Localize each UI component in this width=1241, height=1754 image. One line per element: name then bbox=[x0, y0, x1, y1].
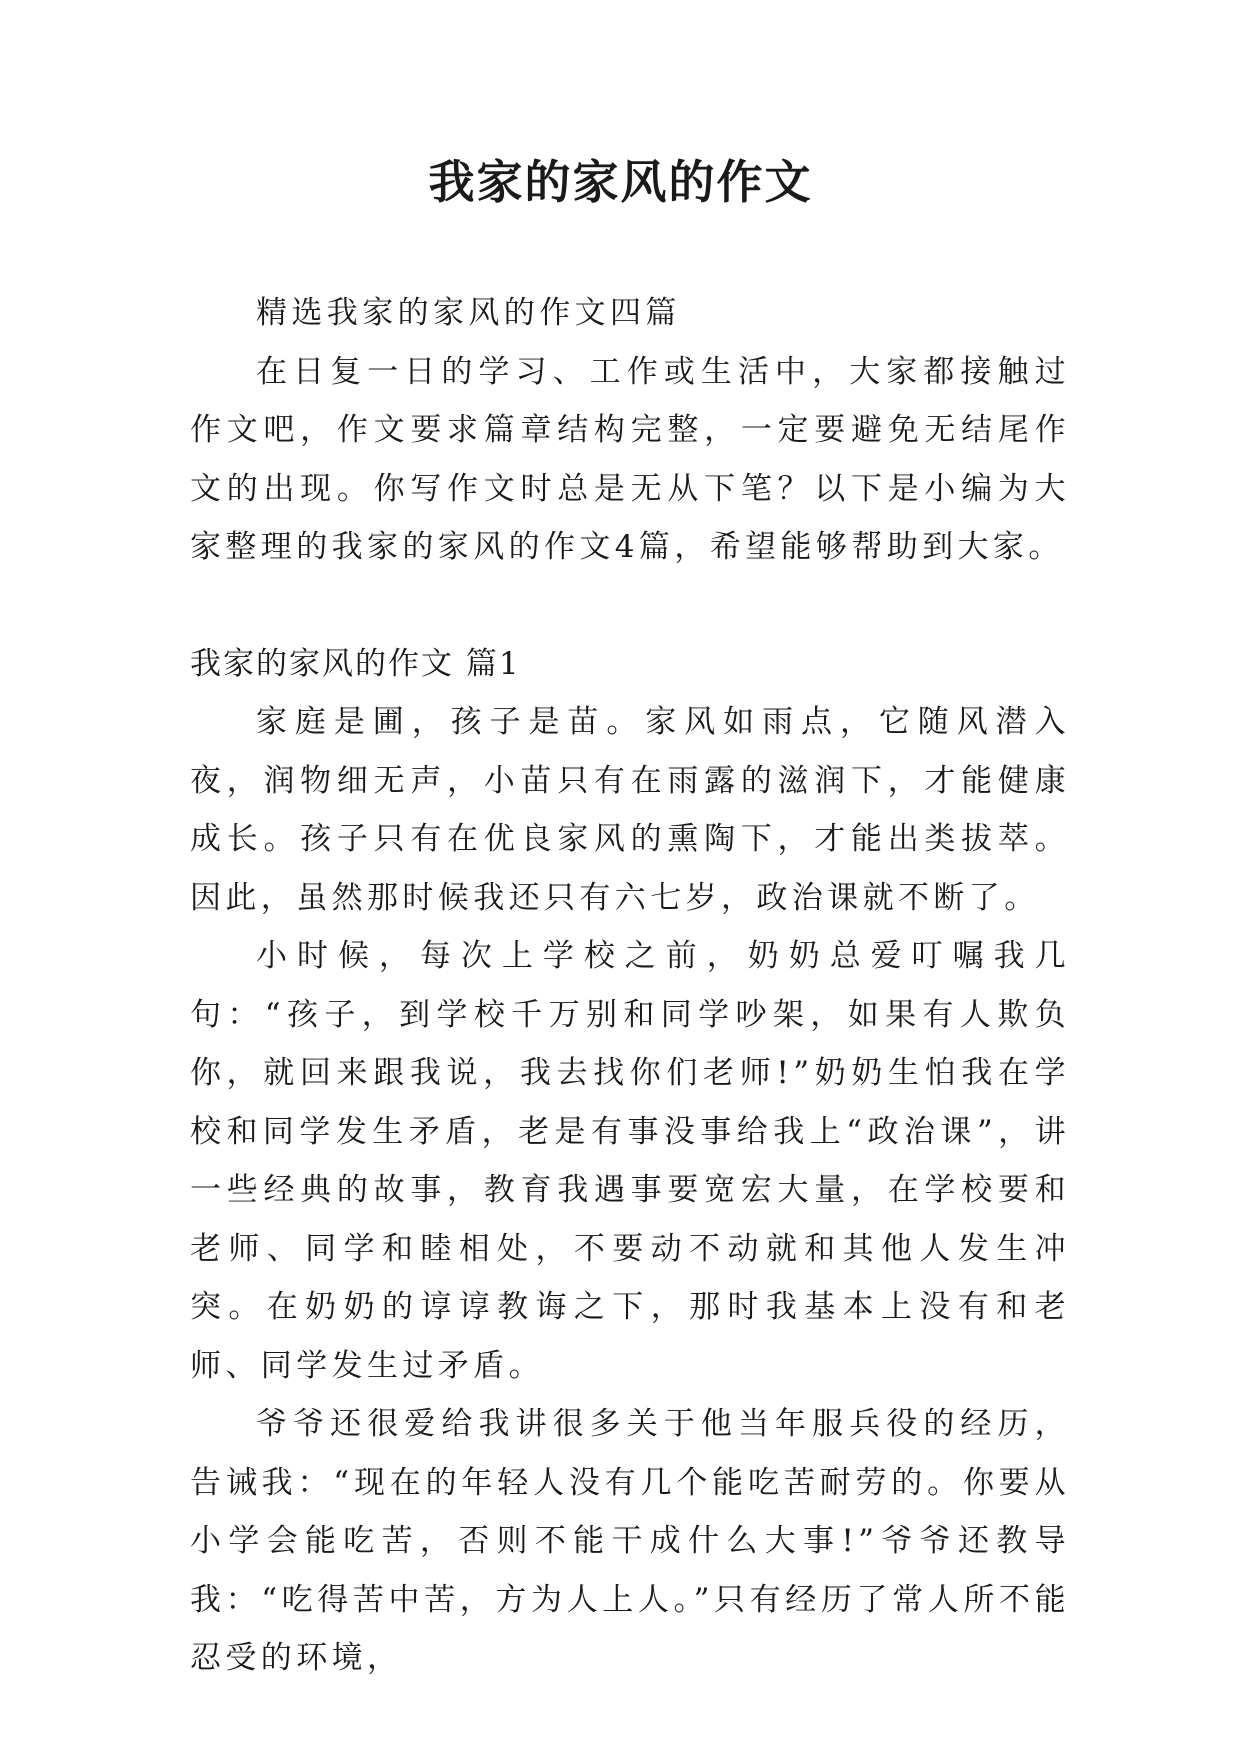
document-title: 我家的家风的作文 bbox=[428, 155, 813, 209]
intro-paragraph: 在日复一日的学习、工作或生活中，大家都接触过作文吧，作文要求篇章结构完整，一定要避免无结尾作文的出现。你写作文时总是无从下笔？以下是小编为大家整理的我家的家风的作文4篇，希望能够帮助到大家。 bbox=[190, 353, 1070, 565]
body-paragraph-3: 爷爷还很爱给我讲很多关于他当年服兵役的经历，告诫我：“现在的年轻人没有几个能吃苦耐劳的。你要从小学会能吃苦，否则不能干成什么大事!”爷爷还教导我：“吃得苦中苦，方为人上人。”只有经历了常人所不能忍受的环境， bbox=[190, 1406, 1070, 1676]
intro-heading: 精选我家的家风的作文四篇 bbox=[256, 295, 681, 331]
section-heading: 我家的家风的作文 篇1 bbox=[190, 645, 521, 682]
body-paragraph-1: 家庭是圃，孩子是苗。家风如雨点，它随风潜入夜，润物细无声，小苗只有在雨露的滋润下，才能健康成长。孩子只有在优良家风的熏陶下，才能出类拔萃。因此，虽然那时候我还只有六七岁，政治课就不断了。 bbox=[190, 704, 1070, 916]
paragraph-spacer bbox=[190, 577, 1070, 635]
document-body bbox=[190, 284, 1070, 1688]
body-paragraph-2: 小时候，每次上学校之前，奶奶总爱叮嘱我几句：“孩子，到学校千万别和同学吵架，如果有人欺负你，就回来跟我说，我去找你们老师!”奶奶生怕我在学校和同学发生矛盾，老是有事没事给我上“政治课”，讲一些经典的故事，教育我遇事要宽宏大量，在学校要和老师、同学和睦相处，不要动不动就和其他人发生冲突。在奶奶的谆谆教诲之下，那时我基本上没有和老师、同学发生过矛盾。 bbox=[190, 938, 1070, 1384]
